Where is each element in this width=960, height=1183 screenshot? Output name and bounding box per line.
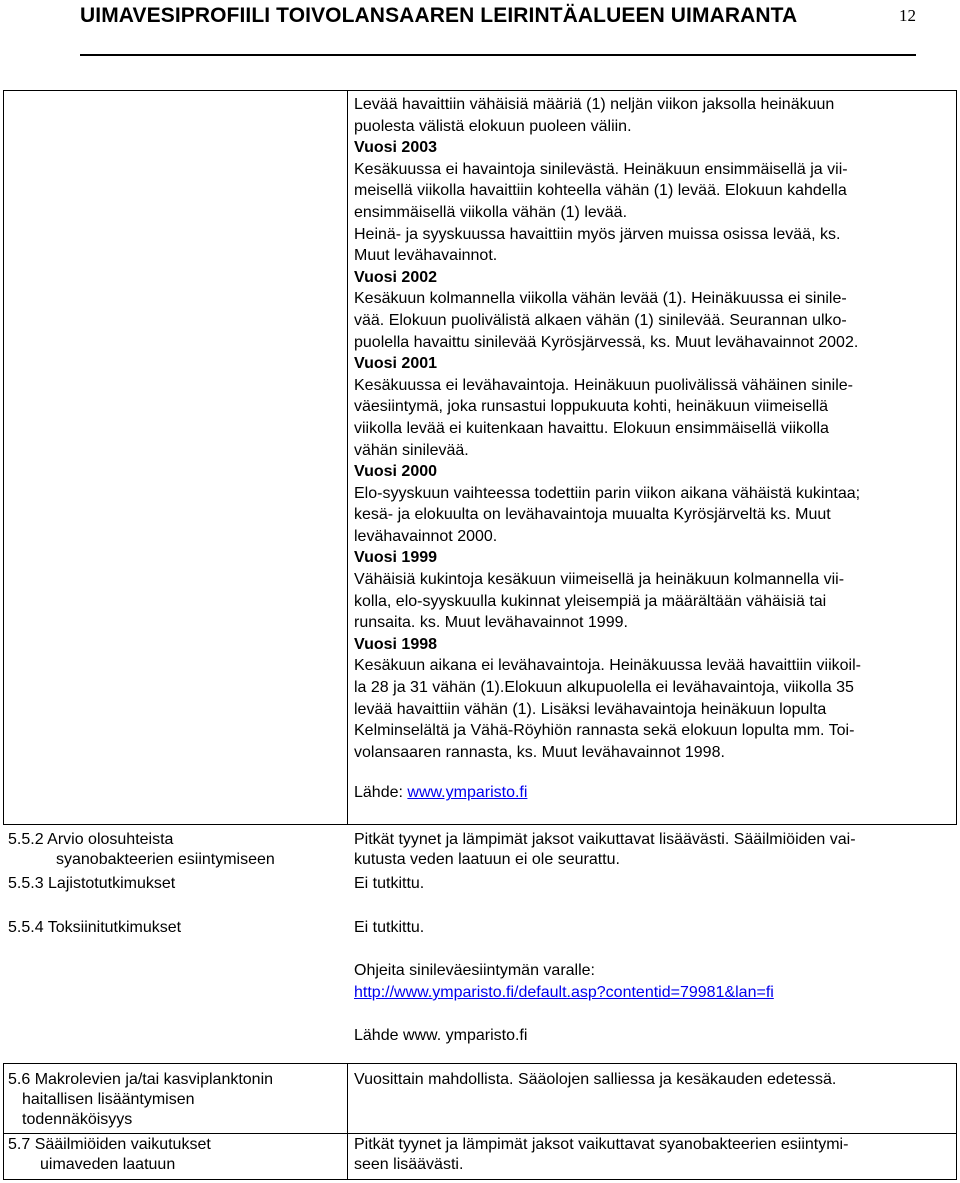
row-text-554: Ei tutkittu.: [354, 919, 425, 936]
ymparisto-link[interactable]: www.ymparisto.fi: [407, 784, 528, 802]
history-line: viikolla levää ei kuitenkaan havaittu. Elokuun ensimmäisellä viikolla: [354, 419, 829, 437]
history-line: väesiintymä, joka runsastui loppukuuta kohti, heinäkuun viimeisellä: [354, 398, 829, 416]
row-text-line: Pitkät tyynet ja lämpimät jaksot vaikuttavat lisäävästi. Sääilmiöiden vai-: [354, 831, 856, 848]
spacer: [354, 763, 951, 782]
history-line: levähavainnot 2000.: [354, 527, 498, 545]
row-label-56: [8, 1070, 343, 1130]
year-heading-2001: Vuosi 2001: [354, 355, 438, 373]
row-label-553: 5.5.3 Lajistotutkimukset: [8, 875, 176, 892]
row-text-56: Vuosittain mahdollista. Sääolojen salliessa ja kesäkauden edetessä.: [354, 1071, 837, 1088]
guide-link[interactable]: http://www.ymparisto.fi/default.asp?contentid=79981&lan=fi: [354, 984, 774, 1001]
guide-link-row: [354, 983, 951, 1003]
row-divider: [3, 1133, 957, 1134]
history-line: Vähäisiä kukintoja kesäkuun viimeisellä ja heinäkuun kolmannella vii-: [354, 571, 845, 589]
history-line: Kesäkuun aikana ei levähavaintoja. Heinäkuussa levää havaittiin viikoil-: [354, 657, 861, 675]
history-line: Kesäkuun kolmannella viikolla vähän levää (1). Heinäkuussa ei sinile-: [354, 290, 847, 308]
year-heading-1998: Vuosi 1998: [354, 635, 438, 653]
document-title: UIMAVESIPROFIILI TOIVOLANSAAREN LEIRINTÄALUEEN UIMARANTA: [80, 4, 798, 27]
guide-source: Lähde www. ymparisto.fi: [354, 1027, 528, 1044]
row-text-line: Pitkät tyynet ja lämpimät jaksot vaikuttavat syanobakteerien esiintymi-: [354, 1136, 849, 1153]
history-line: volansaaren rannasta, ks. Muut levähavainnot 1998.: [354, 743, 725, 761]
row-label-line: haitallisen lisääntymisen: [22, 1091, 195, 1108]
history-line: ensimmäisellä viikolla vähän (1) levää.: [354, 203, 628, 221]
row-label-line: uimaveden laatuun: [40, 1156, 176, 1173]
history-line: vähän sinilevää.: [354, 441, 469, 459]
column-divider: [347, 91, 348, 824]
year-heading-2002: Vuosi 2002: [354, 268, 438, 286]
row-label-57: [8, 1135, 343, 1175]
row-text-line: seen lisäävästi.: [354, 1156, 464, 1173]
history-line: Kelminselältä ja Vähä-Röyhiön rannasta sekä elokuun lopulta mm. Toi-: [354, 722, 855, 740]
history-line: puolesta välistä elokuun puoleen väliin.: [354, 117, 632, 135]
page-header: [80, 0, 916, 56]
guide-label: Ohjeita sinileväesiintymän varalle:: [354, 962, 595, 979]
history-line: Kesäkuussa ei havaintoja sinilevästä. Heinäkuun ensimmäisellä ja vii-: [354, 160, 848, 178]
row-text-553: Ei tutkittu.: [354, 875, 425, 892]
history-line: kolla, elo-syyskuulla kukinnat yleisempiä ja määrältään vähäisiä tai: [354, 592, 827, 610]
row-label-554: 5.5.4 Toksiinitutkimukset: [8, 919, 182, 936]
history-line: Levää havaittiin vähäisiä määriä (1) neljän viikon jaksolla heinäkuun: [354, 96, 835, 113]
algae-history-text: [354, 94, 951, 804]
page-number: 12: [899, 6, 916, 25]
row-text-552: [354, 830, 951, 870]
history-line: meisellä viikolla havaittiin kohteella vähän (1) levää. Elokuun kahdella: [354, 182, 847, 200]
history-line: runsaita. ks. Muut levähavainnot 1999.: [354, 614, 628, 632]
year-heading-2000: Vuosi 2000: [354, 463, 438, 481]
history-line: Kesäkuussa ei levähavaintoja. Heinäkuun puolivälissä vähäinen sinile-: [354, 376, 853, 394]
row-label-552: [8, 830, 343, 870]
row-label-line: todennäköisyys: [22, 1111, 133, 1128]
history-line: la 28 ja 31 vähän (1).Elokuun alkupuolella ei levähavaintoja, viikolla 35: [354, 679, 854, 697]
row-label-line: 5.6 Makrolevien ja/tai kasviplanktonin: [8, 1071, 274, 1088]
row-text-line: kutusta veden laatuun ei ole seurattu.: [354, 851, 620, 868]
year-heading-1999: Vuosi 1999: [354, 549, 438, 567]
row-text-57: [354, 1135, 951, 1175]
year-heading-2003: Vuosi 2003: [354, 139, 438, 157]
source-line: [354, 782, 951, 804]
history-line: Muut levähavainnot.: [354, 247, 498, 265]
row-label-line: syanobakteerien esiintymiseen: [56, 851, 275, 868]
history-line: vää. Elokuun puolivälistä alkaen vähän (1) sinilevää. Seurannan ulko-: [354, 311, 847, 329]
row-label-line: 5.7 Sääilmiöiden vaikutukset: [8, 1136, 211, 1153]
history-line: Heinä- ja syyskuussa havaittiin myös järven muissa osissa levää, ks.: [354, 225, 841, 243]
row-label-line: 5.5.2 Arvio olosuhteista: [8, 831, 174, 848]
column-divider: [347, 1064, 348, 1179]
history-line: Elo-syyskuun vaihteessa todettiin parin viikon aikana vähäistä kukintaa;: [354, 484, 861, 502]
history-line: puolella havaittu sinilevää Kyrösjärvessä, ks. Muut levähavainnot 2002.: [354, 333, 859, 351]
history-line: levää havaittiin vähän (1). Lisäksi levähavaintoja heinäkuun lopulta: [354, 700, 827, 718]
history-line: kesä- ja elokuulta on levähavaintoja muualta Kyrösjärveltä ks. Muut: [354, 506, 831, 524]
source-label: Lähde:: [354, 784, 408, 802]
